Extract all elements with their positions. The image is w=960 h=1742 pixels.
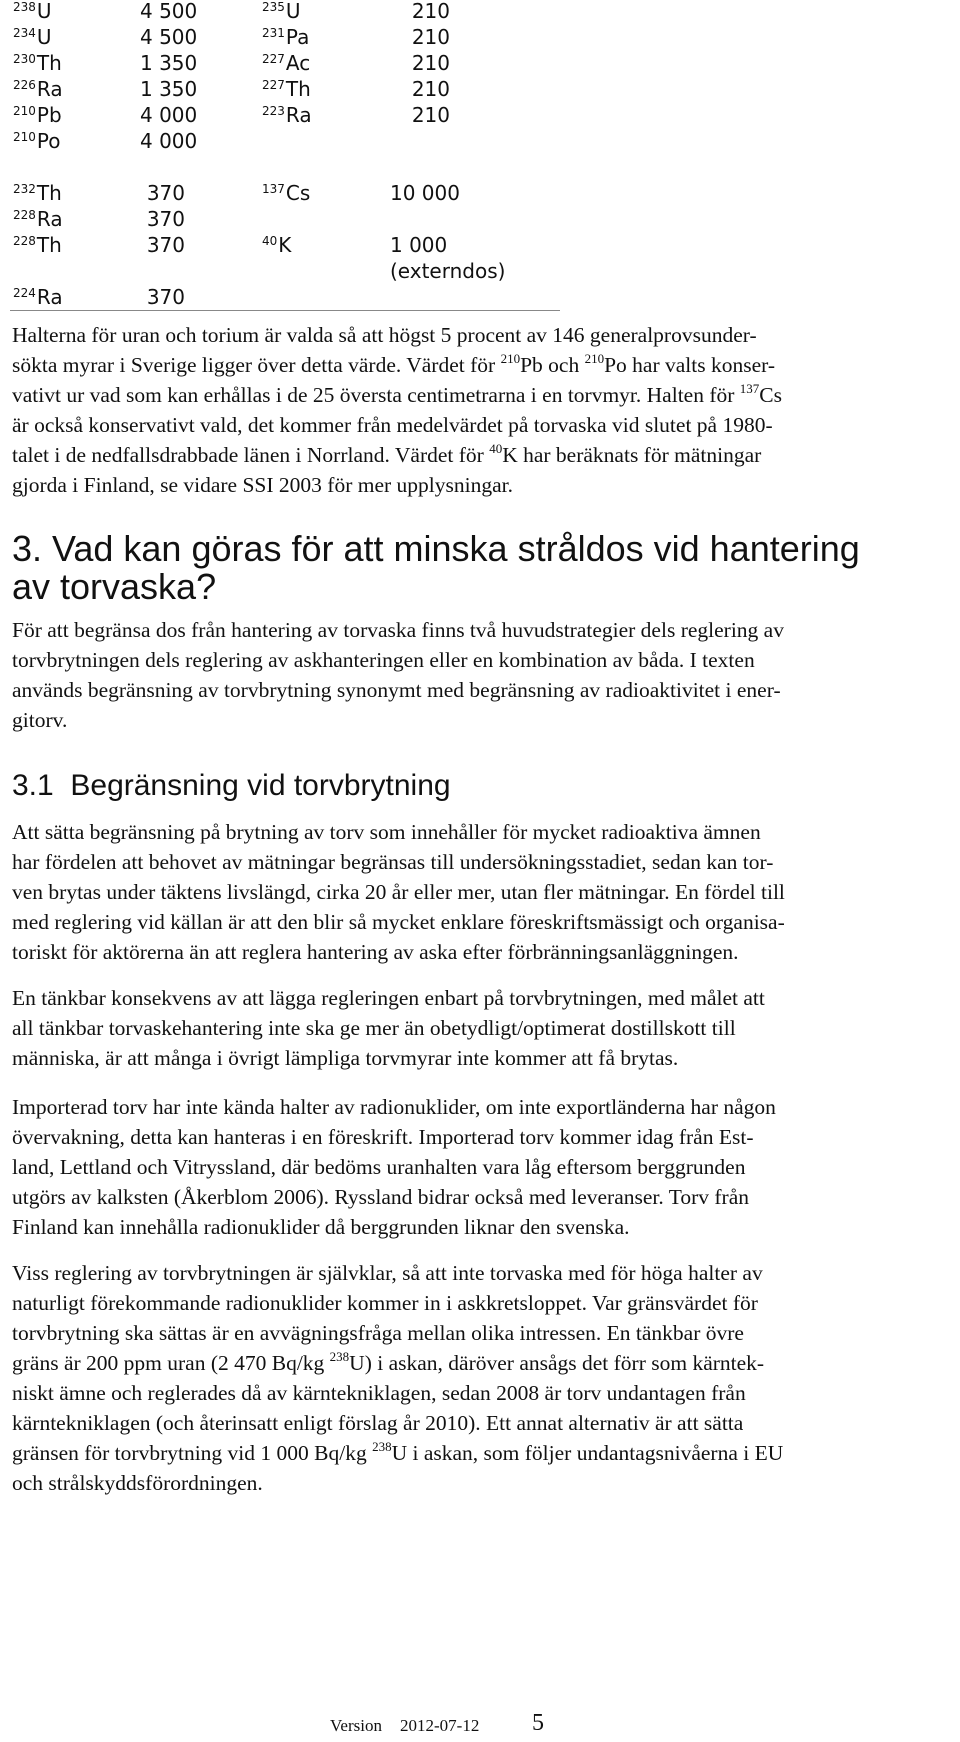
value-th232: 370 [146, 181, 185, 205]
nuclide-pb210: $^{210}$Pb [13, 103, 62, 127]
text-line: Halterna för uran och torium är valda så att högst 5 procent av 146 generalprovsunder- [12, 323, 757, 347]
text-line: Importerad torv har inte kända halter av radionuklider, om inte exportländerna har någon [12, 1095, 776, 1119]
nuclide-u234: $^{234}$U [13, 25, 52, 49]
text-line: gitorv. [12, 708, 68, 732]
nuclide-th227: $^{227}$Th [262, 77, 311, 101]
page-number: 5 [532, 1710, 544, 1736]
value-ra223: 210 [411, 103, 450, 127]
footer-date: 2012-07-12 [400, 1716, 480, 1735]
text-line: sökta myrar i Sverige ligger över detta värde. Värdet för $^{210}$Pb och $^{210}$Po har valts konser- [12, 351, 776, 377]
paragraph-extraction-limit [12, 817, 857, 967]
nuclide-th230: $^{230}$Th [13, 51, 62, 75]
value-ra228: 370 [146, 207, 185, 231]
nuclide-ac227: $^{227}$Ac [262, 51, 311, 75]
nuclide-k40: $^{40}$K [262, 233, 292, 257]
paragraph-strategies [12, 615, 857, 735]
value-pb210: 4 000 [140, 103, 198, 127]
text-line: människa, är att många i övrigt lämpliga torvmyrar inte kommer att få brytas. [12, 1046, 679, 1070]
text-line: används begränsning av torvbrytning synonymt med begränsning av radioaktivitet i ener- [12, 678, 781, 702]
nuclide-th228: $^{228}$Th [13, 233, 62, 257]
paragraph-consequence [12, 983, 857, 1073]
text-line: har fördelen att behovet av mätningar begränsas till undersökningsstadiet, sedan kan tor- [12, 850, 774, 874]
text-line: gräns är 200 ppm uran (2 470 Bq/kg $^{238}$U) i askan, däröver ansågs det förr som kärntek- [12, 1349, 765, 1375]
value-k40: 1 000 [390, 233, 448, 257]
text-line: torvbrytning ska sättas är en avvägningsfråga mellan olika intressen. En tänkbar övre [12, 1321, 744, 1345]
nuclide-ra224: $^{224}$Ra [13, 285, 63, 309]
text-line: För att begränsa dos från hantering av torvaska finns två huvudstrategier dels reglering av [12, 618, 784, 642]
text-line: all tänkbar torvaskehantering inte ska ge mer än obetydligt/optimerat dostillskott till [12, 1016, 736, 1040]
value-ac227: 210 [411, 51, 450, 75]
value-th227: 210 [411, 77, 450, 101]
text-line: utgörs av kalksten (Åkerblom 2006). Ryssland bidrar också med leveranser. Torv från [12, 1185, 750, 1209]
value-th230: 1 350 [140, 51, 198, 75]
paragraph-regulation [12, 1258, 857, 1498]
text-line: är också konservativt vald, det kommer från medelvärdet på torvaska vid slutet på 1980- [12, 413, 773, 437]
value-po210: 4 000 [140, 129, 198, 153]
text-line: kärntekniklagen (och återinsatt enligt förslag år 2010). Ett annat alternativ är att sätta [12, 1411, 744, 1435]
text-line: vativt ur vad som kan erhållas i de 25 översta centimetrarna i en torvmyr. Halten för $^{137}$Cs [12, 381, 782, 407]
paragraph-table-note [12, 320, 857, 500]
text-line: talet i de nedfallsdrabbade länen i Norrland. Värdet för $^{40}$K har beräknats för mätningar [12, 441, 762, 467]
section-heading-3 [12, 530, 912, 606]
text-line: Att sätta begränsning på brytning av torv som innehåller för mycket radioaktiva ämnen [12, 820, 761, 844]
nuclide-po210: $^{210}$Po [13, 129, 61, 153]
nuclide-cs137: $^{137}$Cs [262, 181, 311, 205]
text-line: och strålskyddsförordningen. [12, 1471, 263, 1495]
text-line: torvbrytningen dels reglering av askhanteringen eller en kombination av båda. I texten [12, 648, 755, 672]
nuclide-th232: $^{232}$Th [13, 181, 62, 205]
value-pa231: 210 [411, 25, 450, 49]
nuclide-ra223: $^{223}$Ra [262, 103, 312, 127]
value-u234: 4 500 [140, 25, 198, 49]
text-line: med reglering vid källan är att den blir så mycket enklare föreskriftsmässigt och organisa- [12, 910, 785, 934]
section-heading-3-1: 3.1 Begränsning vid torvbrytning [12, 769, 451, 802]
text-line: ven brytas under täktens livslängd, cirka 20 år eller mer, utan fler mätningar. En fördel till [12, 880, 785, 904]
heading-line: av torvaska? [12, 566, 217, 607]
value-u238: 4 500 [140, 0, 198, 23]
text-line: toriskt för aktörerna än att reglera hantering av aska efter förbränningsanläggningen. [12, 940, 739, 964]
value-ra224: 370 [146, 285, 185, 309]
text-line: naturligt förekommande radionuklider kommer in i askkretsloppet. Var gränsvärdet för [12, 1291, 758, 1315]
nuclide-pa231: $^{231}$Pa [262, 25, 310, 49]
text-line: En tänkbar konsekvens av att lägga regleringen enbart på torvbrytningen, med målet att [12, 986, 765, 1010]
text-line: gränsen för torvbrytning vid 1 000 Bq/kg $^{238}$U i askan, som följer undantagsnivåerna i EU [12, 1439, 784, 1465]
nuclide-u238: $^{238}$U [13, 0, 52, 23]
paragraph-imported-peat [12, 1092, 857, 1242]
text-line: övervakning, detta kan hanteras i en föreskrift. Importerad torv kommer idag från Est- [12, 1125, 754, 1149]
value-cs137: 10 000 [390, 181, 460, 205]
heading-line: 3. Vad kan göras för att minska stråldos vid hantering [12, 528, 860, 569]
table-bottom-rule [10, 310, 560, 311]
nuclide-ra226: $^{226}$Ra [13, 77, 63, 101]
text-line: Finland kan innehålla radionuklider då berggrunden liknar den svenska. [12, 1215, 630, 1239]
text-line: Viss reglering av torvbrytningen är självklar, så att inte torvaska med för höga halter av [12, 1261, 763, 1285]
nuclide-u235: $^{235}$U [262, 0, 301, 23]
text-line: land, Lettland och Vitryssland, där bedöms uranhalten vara låg eftersom berggrunden [12, 1155, 746, 1179]
value-u235: 210 [411, 0, 450, 23]
value-k40-note: (externdos) [390, 259, 506, 283]
text-line: gjorda i Finland, se vidare SSI 2003 för mer upplysningar. [12, 473, 513, 497]
value-ra226: 1 350 [140, 77, 198, 101]
value-th228: 370 [146, 233, 185, 257]
text-line: niskt ämne och reglerades då av kärntekniklagen, sedan 2008 är torv undantagen från [12, 1381, 746, 1405]
footer-version-label: Version [330, 1716, 382, 1735]
nuclide-ra228: $^{228}$Ra [13, 207, 63, 231]
